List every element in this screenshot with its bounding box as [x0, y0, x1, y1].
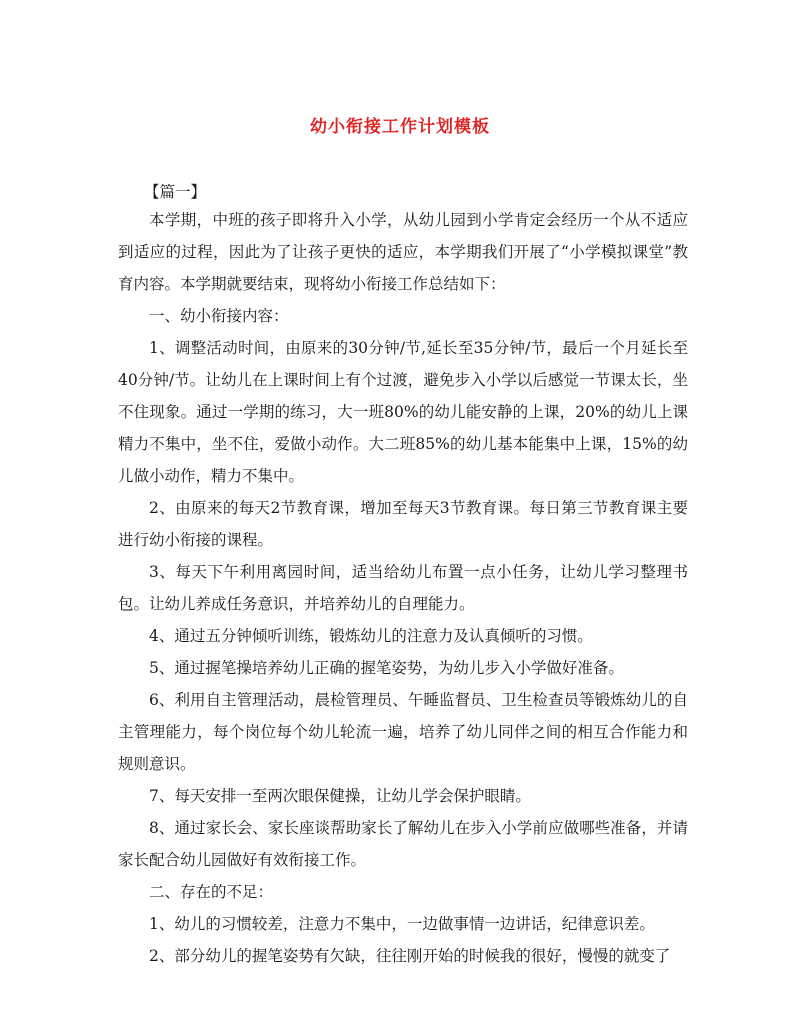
paragraph: 2、部分幼儿的握笔姿势有欠缺，往往刚开始的时候我的很好，慢慢的就变了 — [149, 947, 671, 965]
paragraph: 2、由原来的每天2节教育课，增加至每天3节教育课。每日第三节教育课主要进行幼小衔接的课程。 — [118, 499, 688, 549]
body-text — [118, 204, 688, 972]
section-label: 【篇一】 — [144, 183, 207, 201]
paragraph: 3、每天下午利用离园时间，适当给幼儿布置一点小任务，让幼儿学习整理书包。让幼儿养成任务意识，并培养幼儿的自理能力。 — [118, 563, 688, 613]
paragraph: 1、幼儿的习惯较差，注意力不集中，一边做事情一边讲话，纪律意识差。 — [149, 915, 655, 933]
paragraph: 7、每天安排一至两次眼保健操，让幼儿学会保护眼睛。 — [149, 787, 531, 805]
paragraph: 6、利用自主管理活动，晨检管理员、午睡监督员、卫生检查员等锻炼幼儿的自主管理能力，每个岗位每个幼儿轮流一遍，培养了幼儿同伴之间的相互合作能力和规则意识。 — [118, 691, 688, 773]
paragraph: 1、调整活动时间，由原来的30分钟/节,延长至35分钟/节，最后一个月延长至40分钟/节。让幼儿在上课时间上有个过渡，避免步入小学以后感觉一节课太长，坐不住现象。通过一学期的练习，大一班80%的幼儿能安静的上课，20%的幼儿上课精力不集中，坐不住，爱做小动作。大二班85%的幼儿基本能集中上课，15%的幼儿做小动作，精力不集中。 — [118, 339, 688, 485]
paragraph: 8、通过家长会、家长座谈帮助家长了解幼儿在步入小学前应做哪些准备，并请家长配合幼儿园做好有效衔接工作。 — [118, 819, 688, 869]
paragraph: 二、存在的不足： — [149, 883, 274, 901]
paragraph: 4、通过五分钟倾听训练，锻炼幼儿的注意力及认真倾听的习惯。 — [149, 627, 593, 645]
page-title: 幼小衔接工作计划模板 — [310, 117, 490, 137]
paragraph: 5、通过握笔操培养幼儿正确的握笔姿势，为幼儿步入小学做好准备。 — [149, 659, 624, 677]
paragraph: 一、幼小衔接内容： — [149, 307, 289, 325]
paragraph: 本学期，中班的孩子即将升入小学，从幼儿园到小学肯定会经历一个从不适应到适应的过程，因此为了让孩子更快的适应，本学期我们开展了“小学模拟课堂”教育内容。本学期就要结束，现将幼小衔接工作总结如下： — [118, 211, 688, 293]
